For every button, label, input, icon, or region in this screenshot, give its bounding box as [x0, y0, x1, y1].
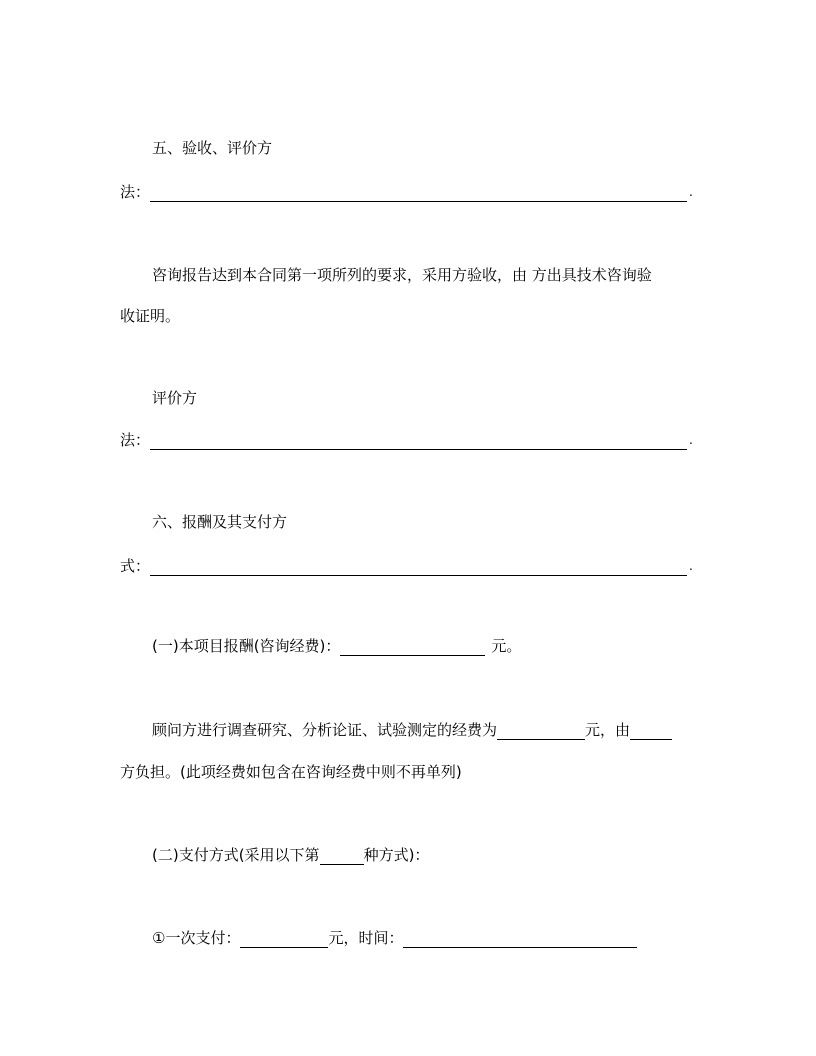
fee-amount-blank[interactable] [340, 639, 485, 656]
payment-method-blank[interactable] [150, 559, 687, 576]
section5-paragraph-line1: 咨询报告达到本合同第一项所列的要求，采用方验收，由 方出具技术咨询验 [152, 266, 652, 284]
expense-line1: 顾问方进行调查研究、分析论证、试验测定的经费为 元，由 [152, 720, 672, 740]
expense-line2: 方负担。(此项经费如包含在咨询经费中则不再单列) [120, 763, 462, 781]
eval-heading: 评价方 [152, 389, 198, 407]
payment-option-blank[interactable] [320, 848, 364, 865]
acceptance-method-blank[interactable] [150, 185, 687, 202]
section6-heading: 六、报酬及其支付方 [152, 513, 288, 531]
onetime-time-blank[interactable] [403, 931, 637, 948]
section6-method-line: 式： . [120, 557, 693, 575]
onetime-amount-blank[interactable] [240, 931, 328, 948]
onetime-payment-line: ①一次支付： 元，时间： [152, 928, 637, 948]
section5-method-line: 法： . [120, 183, 693, 201]
eval-method-line: 法： . [120, 431, 693, 449]
expense-amount-blank[interactable] [497, 723, 585, 740]
section5-paragraph-line2: 收证明。 [120, 307, 181, 325]
payment-method-line: (二)支付方式(采用以下第 种方式)： [152, 846, 430, 864]
fee-line: (一)本项目报酬(咨询经费)： 元。 [152, 637, 522, 655]
expense-party-blank[interactable] [630, 723, 672, 740]
section5-heading: 五、验收、评价方 [152, 139, 273, 157]
eval-method-blank[interactable] [150, 433, 687, 450]
